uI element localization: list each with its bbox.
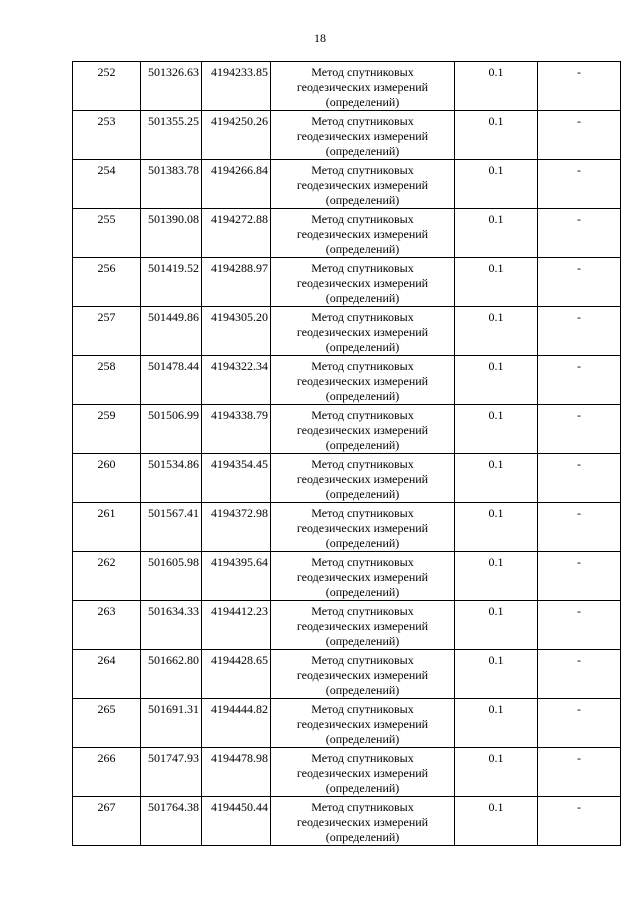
method-line: Метод спутниковых [311,65,414,79]
table-row [73,552,621,601]
method-line: (определений) [325,95,400,109]
point-number-cell: 253 [73,111,141,160]
method-line: геодезических измерений [296,276,429,290]
note-cell: - [538,552,621,601]
coordinates-table-body [73,62,621,846]
method-line: геодезических измерений [296,80,429,94]
accuracy-cell: 0.1 [455,258,538,307]
point-number-cell: 264 [73,650,141,699]
method-line: геодезических измерений [296,521,429,535]
method-line: Метод спутниковых [311,212,414,226]
method-cell [271,601,455,650]
y-coordinate-cell: 4194305.20 [202,307,271,356]
point-number-cell: 254 [73,160,141,209]
y-coordinate-cell: 4194288.97 [202,258,271,307]
method-cell [271,797,455,846]
method-line: (определений) [325,536,400,550]
point-number-cell: 267 [73,797,141,846]
x-coordinate-cell: 501691.31 [141,699,202,748]
point-number-cell: 262 [73,552,141,601]
x-coordinate-cell: 501634.33 [141,601,202,650]
method-line: (определений) [325,585,400,599]
y-coordinate-cell: 4194428.65 [202,650,271,699]
x-coordinate-cell: 501419.52 [141,258,202,307]
note-cell: - [538,748,621,797]
note-cell: - [538,62,621,111]
y-coordinate-cell: 4194250.26 [202,111,271,160]
y-coordinate-cell: 4194266.84 [202,160,271,209]
note-cell: - [538,405,621,454]
point-number-cell: 263 [73,601,141,650]
method-line: Метод спутниковых [311,114,414,128]
table-row [73,356,621,405]
note-cell: - [538,111,621,160]
method-line: (определений) [325,830,400,844]
x-coordinate-cell: 501534.86 [141,454,202,503]
method-line: Метод спутниковых [311,506,414,520]
method-line: (определений) [325,193,400,207]
method-cell [271,454,455,503]
y-coordinate-cell: 4194322.34 [202,356,271,405]
accuracy-cell: 0.1 [455,797,538,846]
accuracy-cell: 0.1 [455,62,538,111]
method-line: (определений) [325,242,400,256]
method-cell [271,160,455,209]
method-line: Метод спутниковых [311,310,414,324]
note-cell: - [538,503,621,552]
method-line: Метод спутниковых [311,702,414,716]
table-row [73,209,621,258]
accuracy-cell: 0.1 [455,552,538,601]
x-coordinate-cell: 501326.63 [141,62,202,111]
method-line: (определений) [325,732,400,746]
x-coordinate-cell: 501764.38 [141,797,202,846]
table-row [73,62,621,111]
x-coordinate-cell: 501383.78 [141,160,202,209]
note-cell: - [538,307,621,356]
accuracy-cell: 0.1 [455,356,538,405]
table-row [73,111,621,160]
method-line: геодезических измерений [296,815,429,829]
point-number-cell: 258 [73,356,141,405]
note-cell: - [538,454,621,503]
method-line: Метод спутниковых [311,555,414,569]
method-line: Метод спутниковых [311,800,414,814]
method-line: (определений) [325,781,400,795]
y-coordinate-cell: 4194338.79 [202,405,271,454]
accuracy-cell: 0.1 [455,454,538,503]
method-line: (определений) [325,144,400,158]
method-line: геодезических измерений [296,570,429,584]
x-coordinate-cell: 501355.25 [141,111,202,160]
method-line: Метод спутниковых [311,359,414,373]
point-number-cell: 255 [73,209,141,258]
note-cell: - [538,699,621,748]
y-coordinate-cell: 4194354.45 [202,454,271,503]
x-coordinate-cell: 501747.93 [141,748,202,797]
method-line: Метод спутниковых [311,457,414,471]
method-cell [271,699,455,748]
method-line: геодезических измерений [296,619,429,633]
x-coordinate-cell: 501662.80 [141,650,202,699]
method-cell [271,552,455,601]
table-row [73,405,621,454]
coordinates-table [72,61,621,846]
point-number-cell: 260 [73,454,141,503]
accuracy-cell: 0.1 [455,748,538,797]
accuracy-cell: 0.1 [455,503,538,552]
method-cell [271,307,455,356]
table-row [73,307,621,356]
method-line: геодезических измерений [296,668,429,682]
x-coordinate-cell: 501449.86 [141,307,202,356]
method-line: (определений) [325,340,400,354]
accuracy-cell: 0.1 [455,307,538,356]
method-line: (определений) [325,487,400,501]
point-number-cell: 252 [73,62,141,111]
table-row [73,503,621,552]
y-coordinate-cell: 4194272.88 [202,209,271,258]
point-number-cell: 261 [73,503,141,552]
point-number-cell: 265 [73,699,141,748]
accuracy-cell: 0.1 [455,699,538,748]
method-line: геодезических измерений [296,227,429,241]
method-line: геодезических измерений [296,766,429,780]
note-cell: - [538,209,621,258]
accuracy-cell: 0.1 [455,650,538,699]
method-line: геодезических измерений [296,423,429,437]
method-line: Метод спутниковых [311,261,414,275]
method-line: геодезических измерений [296,472,429,486]
method-line: (определений) [325,389,400,403]
table-row [73,797,621,846]
method-line: геодезических измерений [296,325,429,339]
page-number: 18 [314,31,326,45]
note-cell: - [538,258,621,307]
x-coordinate-cell: 501478.44 [141,356,202,405]
x-coordinate-cell: 501390.08 [141,209,202,258]
method-line: геодезических измерений [296,129,429,143]
x-coordinate-cell: 501567.41 [141,503,202,552]
method-line: (определений) [325,291,400,305]
y-coordinate-cell: 4194395.64 [202,552,271,601]
accuracy-cell: 0.1 [455,405,538,454]
method-line: Метод спутниковых [311,751,414,765]
note-cell: - [538,601,621,650]
table-row [73,650,621,699]
method-cell [271,62,455,111]
method-cell [271,748,455,797]
y-coordinate-cell: 4194233.85 [202,62,271,111]
method-line: Метод спутниковых [311,408,414,422]
method-line: (определений) [325,438,400,452]
method-line: Метод спутниковых [311,653,414,667]
note-cell: - [538,160,621,209]
accuracy-cell: 0.1 [455,111,538,160]
method-cell [271,111,455,160]
point-number-cell: 257 [73,307,141,356]
method-cell [271,650,455,699]
point-number-cell: 266 [73,748,141,797]
point-number-cell: 256 [73,258,141,307]
accuracy-cell: 0.1 [455,160,538,209]
method-cell [271,503,455,552]
method-cell [271,405,455,454]
note-cell: - [538,650,621,699]
method-line: Метод спутниковых [311,604,414,618]
accuracy-cell: 0.1 [455,209,538,258]
method-line: Метод спутниковых [311,163,414,177]
point-number-cell: 259 [73,405,141,454]
method-cell [271,209,455,258]
method-line: геодезических измерений [296,717,429,731]
y-coordinate-cell: 4194478.98 [202,748,271,797]
accuracy-cell: 0.1 [455,601,538,650]
y-coordinate-cell: 4194450.44 [202,797,271,846]
table-row [73,748,621,797]
note-cell: - [538,356,621,405]
y-coordinate-cell: 4194444.82 [202,699,271,748]
table-row [73,601,621,650]
note-cell: - [538,797,621,846]
table-row [73,454,621,503]
table-row [73,699,621,748]
y-coordinate-cell: 4194412.23 [202,601,271,650]
x-coordinate-cell: 501605.98 [141,552,202,601]
method-line: (определений) [325,634,400,648]
method-line: (определений) [325,683,400,697]
table-row [73,258,621,307]
method-line: геодезических измерений [296,178,429,192]
method-line: геодезических измерений [296,374,429,388]
method-cell [271,258,455,307]
x-coordinate-cell: 501506.99 [141,405,202,454]
table-row [73,160,621,209]
y-coordinate-cell: 4194372.98 [202,503,271,552]
method-cell [271,356,455,405]
